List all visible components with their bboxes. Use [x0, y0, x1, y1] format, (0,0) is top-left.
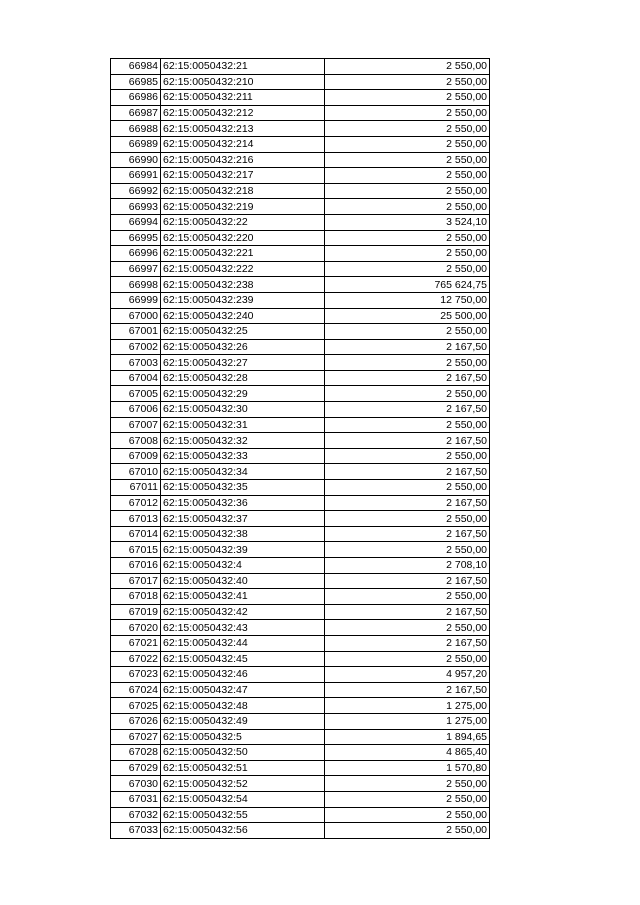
- table-row: [111, 480, 490, 496]
- cadastral-number-cell: 62:15:0050432:48: [161, 698, 325, 714]
- table-row: [111, 74, 490, 90]
- cadastral-number-cell: 62:15:0050432:45: [161, 651, 325, 667]
- amount-cell: 2 550,00: [325, 230, 490, 246]
- amount-cell: 2 550,00: [325, 168, 490, 184]
- table-row: [111, 417, 490, 433]
- row-number-cell: 67020: [111, 620, 161, 636]
- cadastral-number-cell: 62:15:0050432:40: [161, 573, 325, 589]
- amount-cell: 12 750,00: [325, 292, 490, 308]
- row-number-cell: 66994: [111, 214, 161, 230]
- amount-cell: 2 550,00: [325, 121, 490, 137]
- table-row: [111, 230, 490, 246]
- row-number-cell: 67004: [111, 370, 161, 386]
- amount-cell: 2 550,00: [325, 542, 490, 558]
- amount-cell: 2 550,00: [325, 199, 490, 215]
- table-row: [111, 168, 490, 184]
- row-number-cell: 67028: [111, 745, 161, 761]
- amount-cell: 2 167,50: [325, 339, 490, 355]
- amount-cell: 2 167,50: [325, 682, 490, 698]
- cadastral-number-cell: 62:15:0050432:56: [161, 823, 325, 839]
- cadastral-number-cell: 62:15:0050432:51: [161, 760, 325, 776]
- row-number-cell: 67022: [111, 651, 161, 667]
- row-number-cell: 66984: [111, 59, 161, 75]
- amount-cell: 1 570,80: [325, 760, 490, 776]
- row-number-cell: 67010: [111, 464, 161, 480]
- row-number-cell: 67006: [111, 402, 161, 418]
- table-body: [111, 59, 490, 839]
- amount-cell: 2 550,00: [325, 152, 490, 168]
- table-row: [111, 713, 490, 729]
- row-number-cell: 67013: [111, 511, 161, 527]
- row-number-cell: 67030: [111, 776, 161, 792]
- table-row: [111, 791, 490, 807]
- data-table: [110, 58, 490, 839]
- cadastral-number-cell: 62:15:0050432:50: [161, 745, 325, 761]
- row-number-cell: 66987: [111, 105, 161, 121]
- cadastral-number-cell: 62:15:0050432:240: [161, 308, 325, 324]
- amount-cell: 2 550,00: [325, 480, 490, 496]
- table-row: [111, 573, 490, 589]
- table-row: [111, 433, 490, 449]
- cadastral-number-cell: 62:15:0050432:21: [161, 59, 325, 75]
- table-row: [111, 604, 490, 620]
- row-number-cell: 67021: [111, 635, 161, 651]
- table-row: [111, 339, 490, 355]
- table-row: [111, 277, 490, 293]
- amount-cell: 2 167,50: [325, 402, 490, 418]
- amount-cell: 2 550,00: [325, 589, 490, 605]
- row-number-cell: 66996: [111, 246, 161, 262]
- cadastral-number-cell: 62:15:0050432:31: [161, 417, 325, 433]
- table-row: [111, 651, 490, 667]
- amount-cell: 4 957,20: [325, 667, 490, 683]
- row-number-cell: 67017: [111, 573, 161, 589]
- table-row: [111, 729, 490, 745]
- amount-cell: 25 500,00: [325, 308, 490, 324]
- amount-cell: 2 167,50: [325, 370, 490, 386]
- amount-cell: 2 550,00: [325, 776, 490, 792]
- table-row: [111, 760, 490, 776]
- amount-cell: 2 167,50: [325, 604, 490, 620]
- cadastral-number-cell: 62:15:0050432:239: [161, 292, 325, 308]
- row-number-cell: 67012: [111, 495, 161, 511]
- cadastral-number-cell: 62:15:0050432:27: [161, 355, 325, 371]
- amount-cell: 2 550,00: [325, 261, 490, 277]
- table-row: [111, 402, 490, 418]
- amount-cell: 2 550,00: [325, 183, 490, 199]
- table-row: [111, 776, 490, 792]
- table-row: [111, 635, 490, 651]
- table-row: [111, 355, 490, 371]
- cadastral-number-cell: 62:15:0050432:218: [161, 183, 325, 199]
- table-row: [111, 105, 490, 121]
- row-number-cell: 66986: [111, 90, 161, 106]
- cadastral-number-cell: 62:15:0050432:33: [161, 448, 325, 464]
- row-number-cell: 67026: [111, 713, 161, 729]
- cadastral-number-cell: 62:15:0050432:44: [161, 635, 325, 651]
- cadastral-number-cell: 62:15:0050432:213: [161, 121, 325, 137]
- cadastral-number-cell: 62:15:0050432:238: [161, 277, 325, 293]
- cadastral-number-cell: 62:15:0050432:5: [161, 729, 325, 745]
- table-row: [111, 511, 490, 527]
- amount-cell: 2 550,00: [325, 59, 490, 75]
- cadastral-number-cell: 62:15:0050432:54: [161, 791, 325, 807]
- table-row: [111, 558, 490, 574]
- amount-cell: 3 524,10: [325, 214, 490, 230]
- amount-cell: 1 894,65: [325, 729, 490, 745]
- row-number-cell: 66992: [111, 183, 161, 199]
- row-number-cell: 67023: [111, 667, 161, 683]
- table-row: [111, 807, 490, 823]
- cadastral-number-cell: 62:15:0050432:32: [161, 433, 325, 449]
- amount-cell: 2 167,50: [325, 573, 490, 589]
- amount-cell: 2 550,00: [325, 791, 490, 807]
- cadastral-number-cell: 62:15:0050432:220: [161, 230, 325, 246]
- table-row: [111, 495, 490, 511]
- amount-cell: 2 550,00: [325, 355, 490, 371]
- row-number-cell: 67019: [111, 604, 161, 620]
- row-number-cell: 66985: [111, 74, 161, 90]
- table-row: [111, 698, 490, 714]
- table-row: [111, 542, 490, 558]
- cadastral-number-cell: 62:15:0050432:52: [161, 776, 325, 792]
- amount-cell: 2 550,00: [325, 90, 490, 106]
- amount-cell: 2 550,00: [325, 511, 490, 527]
- amount-cell: 2 550,00: [325, 448, 490, 464]
- table-row: [111, 526, 490, 542]
- amount-cell: 2 550,00: [325, 417, 490, 433]
- row-number-cell: 67031: [111, 791, 161, 807]
- cadastral-number-cell: 62:15:0050432:217: [161, 168, 325, 184]
- table-row: [111, 823, 490, 839]
- amount-cell: 4 865,40: [325, 745, 490, 761]
- cadastral-number-cell: 62:15:0050432:4: [161, 558, 325, 574]
- table-row: [111, 183, 490, 199]
- cadastral-number-cell: 62:15:0050432:43: [161, 620, 325, 636]
- cadastral-number-cell: 62:15:0050432:36: [161, 495, 325, 511]
- cadastral-number-cell: 62:15:0050432:41: [161, 589, 325, 605]
- amount-cell: 1 275,00: [325, 698, 490, 714]
- cadastral-number-cell: 62:15:0050432:37: [161, 511, 325, 527]
- table-row: [111, 745, 490, 761]
- amount-cell: 2 550,00: [325, 823, 490, 839]
- amount-cell: 2 550,00: [325, 136, 490, 152]
- cadastral-number-cell: 62:15:0050432:214: [161, 136, 325, 152]
- row-number-cell: 66993: [111, 199, 161, 215]
- row-number-cell: 67008: [111, 433, 161, 449]
- row-number-cell: 67003: [111, 355, 161, 371]
- row-number-cell: 66997: [111, 261, 161, 277]
- table-row: [111, 59, 490, 75]
- table-row: [111, 308, 490, 324]
- table-row: [111, 199, 490, 215]
- amount-cell: 2 167,50: [325, 635, 490, 651]
- amount-cell: 2 550,00: [325, 651, 490, 667]
- amount-cell: 2 550,00: [325, 246, 490, 262]
- table-row: [111, 152, 490, 168]
- cadastral-number-cell: 62:15:0050432:211: [161, 90, 325, 106]
- row-number-cell: 67018: [111, 589, 161, 605]
- row-number-cell: 67027: [111, 729, 161, 745]
- table-row: [111, 370, 490, 386]
- row-number-cell: 67005: [111, 386, 161, 402]
- row-number-cell: 67009: [111, 448, 161, 464]
- table-row: [111, 292, 490, 308]
- cadastral-number-cell: 62:15:0050432:28: [161, 370, 325, 386]
- table-row: [111, 261, 490, 277]
- cadastral-number-cell: 62:15:0050432:30: [161, 402, 325, 418]
- cadastral-number-cell: 62:15:0050432:46: [161, 667, 325, 683]
- table-row: [111, 246, 490, 262]
- table-row: [111, 214, 490, 230]
- amount-cell: 2 550,00: [325, 620, 490, 636]
- table-row: [111, 464, 490, 480]
- amount-cell: 2 167,50: [325, 464, 490, 480]
- table-row: [111, 448, 490, 464]
- row-number-cell: 67002: [111, 339, 161, 355]
- amount-cell: 2 550,00: [325, 105, 490, 121]
- table-row: [111, 324, 490, 340]
- amount-cell: 1 275,00: [325, 713, 490, 729]
- row-number-cell: 67032: [111, 807, 161, 823]
- cadastral-number-cell: 62:15:0050432:34: [161, 464, 325, 480]
- table-row: [111, 136, 490, 152]
- row-number-cell: 67000: [111, 308, 161, 324]
- row-number-cell: 66988: [111, 121, 161, 137]
- row-number-cell: 67033: [111, 823, 161, 839]
- cadastral-number-cell: 62:15:0050432:55: [161, 807, 325, 823]
- amount-cell: 2 550,00: [325, 74, 490, 90]
- amount-cell: 2 167,50: [325, 495, 490, 511]
- cadastral-number-cell: 62:15:0050432:29: [161, 386, 325, 402]
- row-number-cell: 67016: [111, 558, 161, 574]
- table-row: [111, 667, 490, 683]
- row-number-cell: 67025: [111, 698, 161, 714]
- cadastral-number-cell: 62:15:0050432:22: [161, 214, 325, 230]
- amount-cell: 2 550,00: [325, 386, 490, 402]
- cadastral-number-cell: 62:15:0050432:49: [161, 713, 325, 729]
- table-row: [111, 121, 490, 137]
- amount-cell: 765 624,75: [325, 277, 490, 293]
- row-number-cell: 67014: [111, 526, 161, 542]
- row-number-cell: 67011: [111, 480, 161, 496]
- amount-cell: 2 550,00: [325, 807, 490, 823]
- cadastral-number-cell: 62:15:0050432:35: [161, 480, 325, 496]
- cadastral-number-cell: 62:15:0050432:26: [161, 339, 325, 355]
- table-row: [111, 386, 490, 402]
- table-row: [111, 90, 490, 106]
- cadastral-number-cell: 62:15:0050432:216: [161, 152, 325, 168]
- row-number-cell: 67001: [111, 324, 161, 340]
- cadastral-number-cell: 62:15:0050432:38: [161, 526, 325, 542]
- cadastral-number-cell: 62:15:0050432:219: [161, 199, 325, 215]
- cadastral-number-cell: 62:15:0050432:221: [161, 246, 325, 262]
- row-number-cell: 67029: [111, 760, 161, 776]
- cadastral-number-cell: 62:15:0050432:222: [161, 261, 325, 277]
- table-row: [111, 682, 490, 698]
- row-number-cell: 66989: [111, 136, 161, 152]
- amount-cell: 2 708,10: [325, 558, 490, 574]
- row-number-cell: 66999: [111, 292, 161, 308]
- row-number-cell: 66990: [111, 152, 161, 168]
- cadastral-number-cell: 62:15:0050432:42: [161, 604, 325, 620]
- row-number-cell: 66995: [111, 230, 161, 246]
- cadastral-number-cell: 62:15:0050432:47: [161, 682, 325, 698]
- cadastral-number-cell: 62:15:0050432:25: [161, 324, 325, 340]
- row-number-cell: 66991: [111, 168, 161, 184]
- cadastral-number-cell: 62:15:0050432:210: [161, 74, 325, 90]
- row-number-cell: 67007: [111, 417, 161, 433]
- table-row: [111, 620, 490, 636]
- amount-cell: 2 550,00: [325, 324, 490, 340]
- cadastral-number-cell: 62:15:0050432:212: [161, 105, 325, 121]
- table-row: [111, 589, 490, 605]
- row-number-cell: 66998: [111, 277, 161, 293]
- amount-cell: 2 167,50: [325, 526, 490, 542]
- amount-cell: 2 167,50: [325, 433, 490, 449]
- row-number-cell: 67024: [111, 682, 161, 698]
- cadastral-number-cell: 62:15:0050432:39: [161, 542, 325, 558]
- row-number-cell: 67015: [111, 542, 161, 558]
